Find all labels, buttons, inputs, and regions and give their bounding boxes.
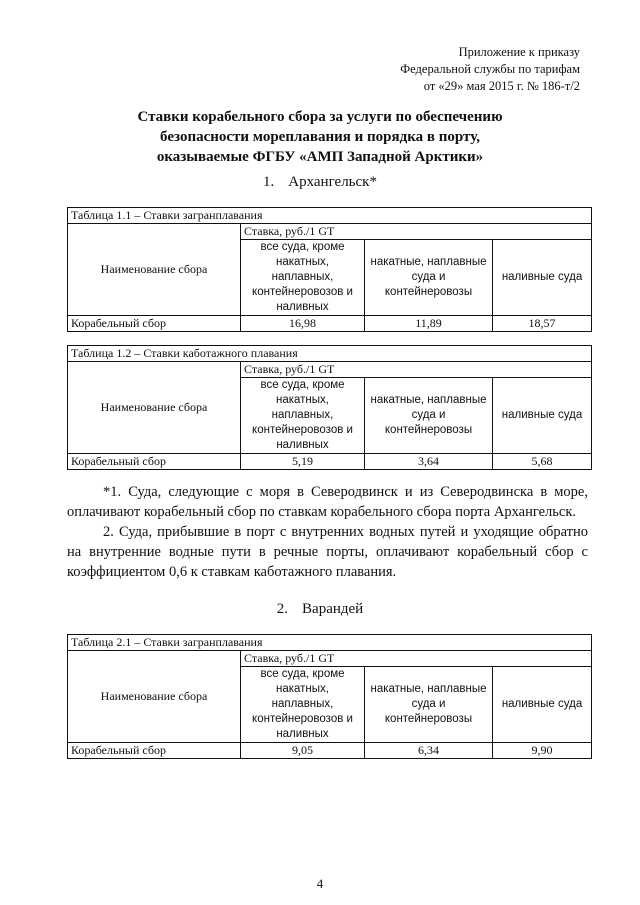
rate-unit-header: Ставка, руб./1 GT <box>241 362 592 378</box>
appendix-header <box>340 44 580 95</box>
category-tankers: наливные суда <box>493 667 592 743</box>
title-line-3: оказываемые ФГБУ «АМП Западной Арктики» <box>156 149 484 165</box>
row-label: Корабельный сбор <box>68 743 241 759</box>
section-number: 2. <box>276 601 289 617</box>
table-row <box>68 454 592 470</box>
fee-name-header: Наименование сбора <box>68 362 241 454</box>
category-general-vessels: все суда, кроме накатных, наплавных, контейнеровозов и наливных <box>241 240 365 316</box>
table-caption: Таблица 1.1 – Ставки загранплавания <box>68 208 592 224</box>
rate-roro-container: 6,34 <box>365 743 493 759</box>
category-tankers: наливные суда <box>493 378 592 454</box>
category-general-vessels: все суда, кроме накатных, наплавных, контейнеровозов и наливных <box>241 667 365 743</box>
category-roro-container: накатные, наплавные суда и контейнеровозы <box>365 667 493 743</box>
rates-table-1-1 <box>67 207 592 332</box>
row-label: Корабельный сбор <box>68 454 241 470</box>
header-line-3: от «29» мая 2015 г. № 186-т/2 <box>423 79 580 93</box>
category-general-vessels: все суда, кроме накатных, наплавных, контейнеровозов и наливных <box>241 378 365 454</box>
footnote-1: *1. Суда, следующие с моря в Северодвинск и из Северодвинска в море, оплачивают корабельный сбор по ставкам корабельного сбора порта Архангельск. <box>67 484 588 520</box>
rate-unit-header: Ставка, руб./1 GT <box>241 224 592 240</box>
rate-general: 5,19 <box>241 454 365 470</box>
rate-roro-container: 11,89 <box>365 316 493 332</box>
header-line-1: Приложение к приказу <box>458 45 580 59</box>
section-heading-arkhangelsk <box>0 174 640 191</box>
title-line-1: Ставки корабельного сбора за услуги по обеспечению <box>137 109 503 125</box>
section-number: 1. <box>263 174 275 190</box>
table-row <box>68 743 592 759</box>
footnote-2: 2. Суда, прибывшие в порт с внутренних водных путей и уходящие обратно на внутренние водные пути в речные порты, оплачивают корабельный сбор с коэффициентом 0,6 к ставкам каботажного плавания. <box>67 524 588 580</box>
fee-name-header: Наименование сбора <box>68 224 241 316</box>
row-label: Корабельный сбор <box>68 316 241 332</box>
rates-table-1-2 <box>67 345 592 470</box>
category-tankers: наливные суда <box>493 240 592 316</box>
table-caption: Таблица 2.1 – Ставки загранплавания <box>68 635 592 651</box>
title-line-2: безопасности мореплавания и порядка в порту, <box>160 129 480 145</box>
rate-roro-container: 3,64 <box>365 454 493 470</box>
category-roro-container: накатные, наплавные суда и контейнеровозы <box>365 240 493 316</box>
rate-tankers: 9,90 <box>493 743 592 759</box>
rate-general: 9,05 <box>241 743 365 759</box>
rate-unit-header: Ставка, руб./1 GT <box>241 651 592 667</box>
table-caption: Таблица 1.2 – Ставки каботажного плавания <box>68 346 592 362</box>
table-row <box>68 316 592 332</box>
rate-tankers: 18,57 <box>493 316 592 332</box>
document-title <box>60 107 580 167</box>
fee-name-header: Наименование сбора <box>68 651 241 743</box>
footnotes <box>67 482 588 582</box>
header-line-2: Федеральной службы по тарифам <box>400 62 580 76</box>
section-name: Варандей <box>302 601 364 617</box>
page-number: 4 <box>316 876 324 891</box>
section-heading-varandey <box>0 601 640 618</box>
category-roro-container: накатные, наплавные суда и контейнеровозы <box>365 378 493 454</box>
rates-table-2-1 <box>67 634 592 759</box>
section-name: Архангельск* <box>288 174 377 190</box>
rate-tankers: 5,68 <box>493 454 592 470</box>
rate-general: 16,98 <box>241 316 365 332</box>
